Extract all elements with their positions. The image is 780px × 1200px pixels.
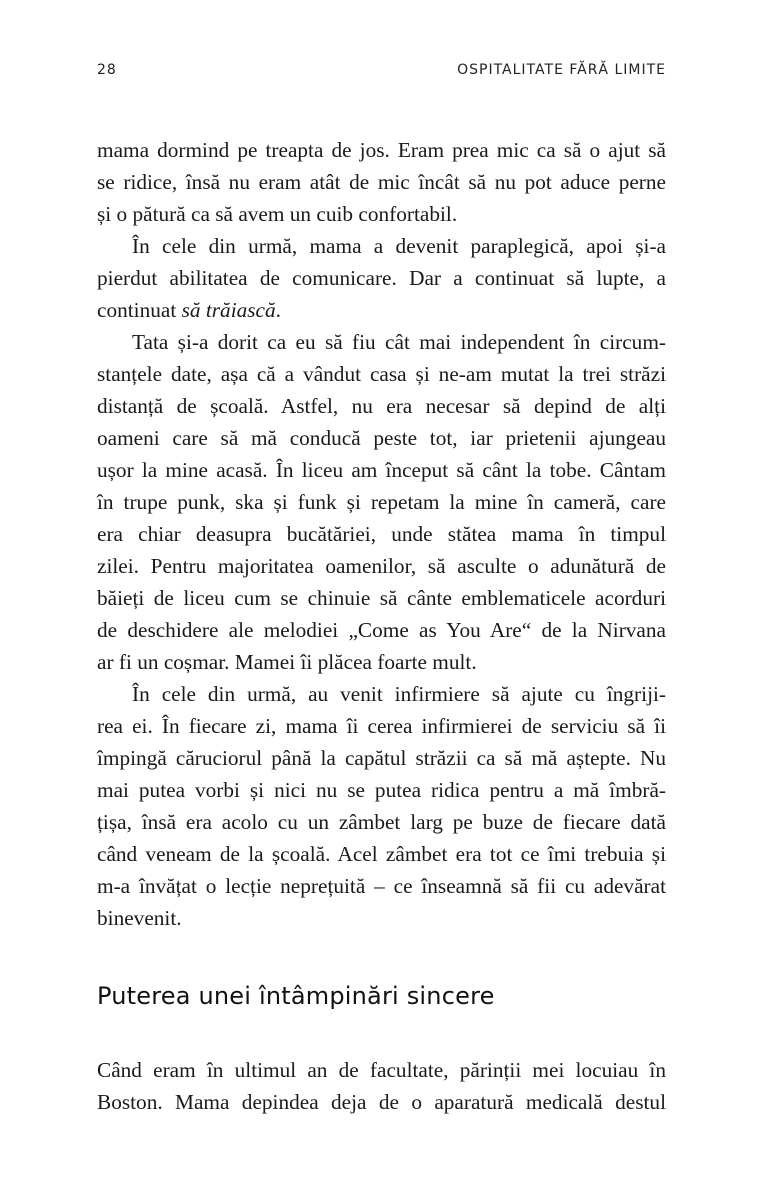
text-segment: . [275,298,281,322]
text-line: oameni care să mă conducă peste tot, iar prietenii ajungeau [97,426,666,450]
text-line: și o pătură ca să avem un cuib confortabil. [97,202,458,226]
text-line: zilei. Pentru majoritatea oamenilor, să asculte o adunătură de [97,554,666,578]
text-line: În cele din urmă, mama a devenit paraplegică, apoi și-a [132,234,666,258]
running-title: OSPITALITATE FĂRĂ LIMITE [457,62,666,78]
text-line: ar fi un coșmar. Mamei îi plăcea foarte mult. [97,650,477,674]
text-line: în trupe punk, ska și funk și repetam la mine în cameră, care [97,490,666,514]
text-line: de deschidere ale melodiei „Come as You Are“ de la Nirvana [97,618,666,642]
text-line: mai putea vorbi și nici nu se putea ridica pentru a mă îmbră- [97,778,666,802]
text-line: băieți de liceu cum se chinuie să cânte emblematicele acorduri [97,586,666,610]
text-line: binevenit. [97,906,182,930]
text-line: când veneam de la școală. Acel zâmbet era tot ce îmi trebuia și [97,842,666,866]
text-line: Boston. Mama depindea deja de o aparatură medicală destul [97,1090,666,1114]
text-segment: continuat [97,298,182,322]
emphasis: să trăiască [181,298,276,322]
text-line: pierdut abilitatea de comunicare. Dar a continuat să lupte, a [97,266,666,290]
text-line: Tata și-a dorit ca eu să fiu cât mai independent în circum- [132,330,666,354]
body-text [97,134,666,934]
text-line: m-a învățat o lecție neprețuită – ce înseamnă să fii cu adevărat [97,874,666,898]
text-line: distanță de școală. Astfel, nu era necesar să depind de alți [97,394,666,418]
text-line: mama dormind pe treapta de jos. Eram prea mic ca să o ajut să [97,138,666,162]
paragraph [97,1054,666,1118]
text-line: era chiar deasupra bucătăriei, unde stătea mama în timpul [97,522,666,546]
paragraph [97,326,666,678]
text-line [97,294,666,326]
text-line: stanțele date, așa că a vândut casa și ne-am mutat la trei străzi [97,362,666,386]
section-body-text [97,1054,666,1118]
section-heading: Puterea unei întâmpinări sincere [97,982,495,1010]
page-number: 28 [97,62,117,78]
text-line: împingă căruciorul până la capătul străzii ca să mă aștepte. Nu [97,746,666,770]
text-line: țișa, însă era acolo cu un zâmbet larg pe buze de fiecare dată [97,810,666,834]
text-line: În cele din urmă, au venit infirmiere să ajute cu îngriji- [132,682,666,706]
text-line: rea ei. În fiecare zi, mama îi cerea infirmierei de serviciu să îi [97,714,666,738]
text-line: ușor la mine acasă. În liceu am început să cânt la tobe. Cântam [97,458,666,482]
paragraph [97,678,666,934]
paragraph [97,134,666,230]
paragraph [97,230,666,326]
text-line: se ridice, însă nu eram atât de mic încât să nu pot aduce perne [97,170,666,194]
text-line: Când eram în ultimul an de facultate, părinții mei locuiau în [97,1058,666,1082]
